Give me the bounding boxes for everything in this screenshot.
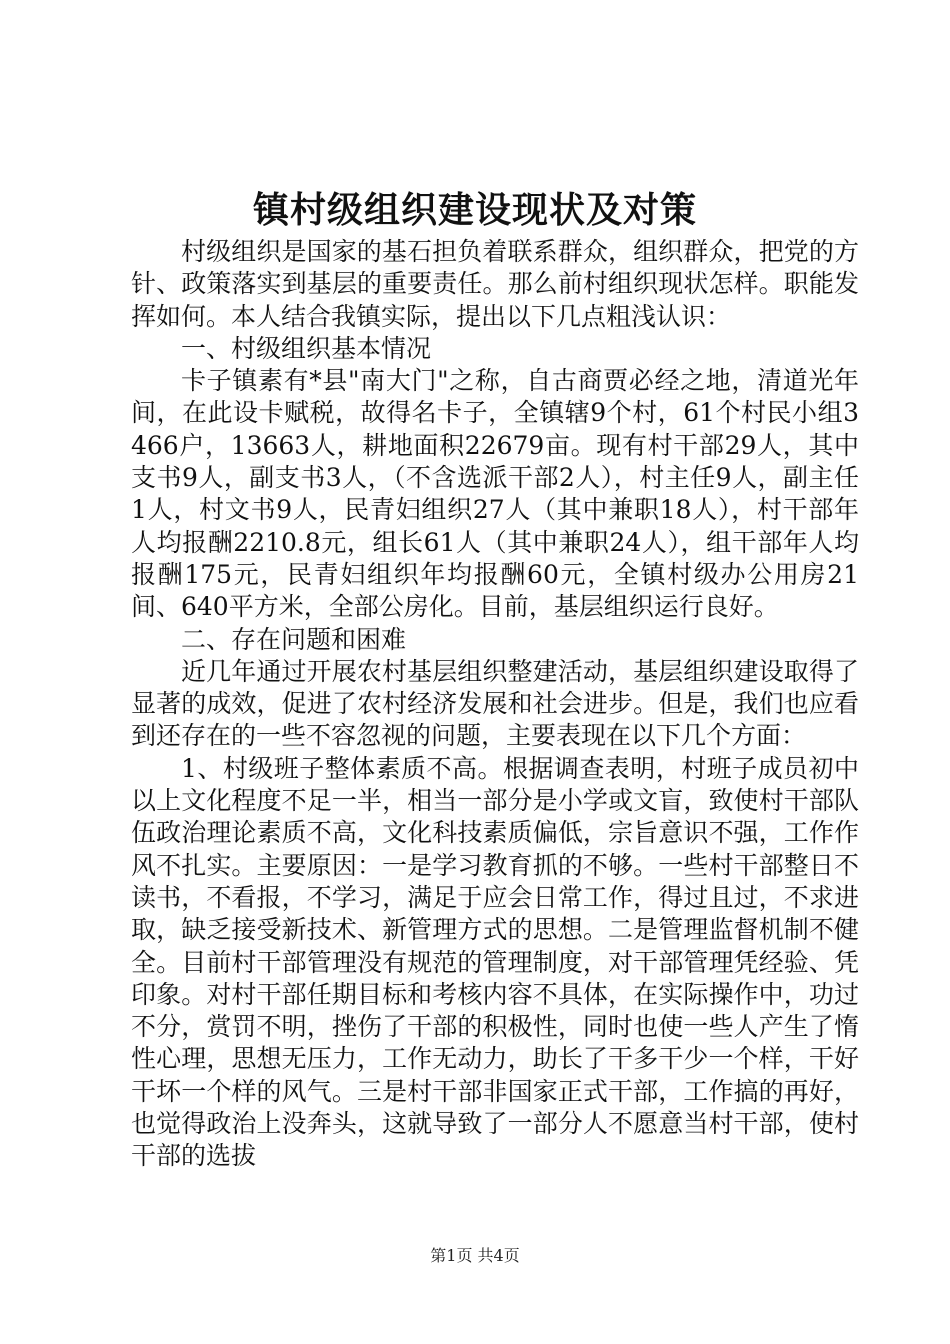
page-footer: 第1页 共4页 [430, 1246, 520, 1265]
section-heading-1: 一、村级组织基本情况 [181, 333, 432, 363]
document-title: 镇村级组织建设现状及对策 [252, 189, 697, 231]
paragraph-basic-situation: 卡子镇素有*县"南大门"之称，自古商贾必经之地，清道光年间，在此设卡赋税，故得名卡子，全镇辖9个村，61个村民小组3466户，13663人，耕地面积22679亩。现有村干部29人，其中支书9人，副支书3人，（不含选派干部2人），村主任9人，副主任1人，村文书9人，民青妇组织27人（其中兼职18人），村干部年人均报酬2210.8元，组长61人（其中兼职24人），组干部年人均报酬175元，民青妇组织年均报酬60元，全镇村级办公用房21间、640平方米，全部公房化。目前，基层组织运行良好。 [131, 366, 859, 622]
paragraph-intro: 村级组织是国家的基石担负着联系群众，组织群众，把党的方针、政策落实到基层的重要责任。那么前村组织现状怎样。职能发挥如何。本人结合我镇实际，提出以下几点粗浅认识： [131, 237, 859, 331]
paragraph-problems-intro: 近几年通过开展农村基层组织整建活动，基层组织建设取得了显著的成效，促进了农村经济发展和社会进步。但是，我们也应看到还存在的一些不容忽视的问题，主要表现在以下几个方面： [131, 656, 859, 751]
document-body [131, 236, 859, 1173]
section-heading-2: 二、存在问题和困难 [181, 624, 407, 654]
paragraph-problem-1: 1、村级班子整体素质不高。根据调查表明，村班子成员初中以上文化程度不足一半，相当一部分是小学或文盲，致使村干部队伍政治理论素质不高，文化科技素质偏低，宗旨意识不强，工作作风不扎实。主要原因：一是学习教育抓的不够。一些村干部整日不读书，不看报，不学习，满足于应会日常工作，得过且过，不求进取，缺乏接受新技术、新管理方式的思想。二是管理监督机制不健全。目前村干部管理没有规范的管理制度，对干部管理凭经验、凭印象。对村干部任期目标和考核内容不具体，在实际操作中，功过不分，赏罚不明，挫伤了干部的积极性，同时也使一些人产生了惰性心理，思想无压力，工作无动力，助长了干多干少一个样，干好干坏一个样的风气。三是村干部非国家正式干部，工作搞的再好，也觉得政治上没奔头，这就导致了一部分人不愿意当村干部，使村干部的选拔 [131, 753, 859, 1171]
